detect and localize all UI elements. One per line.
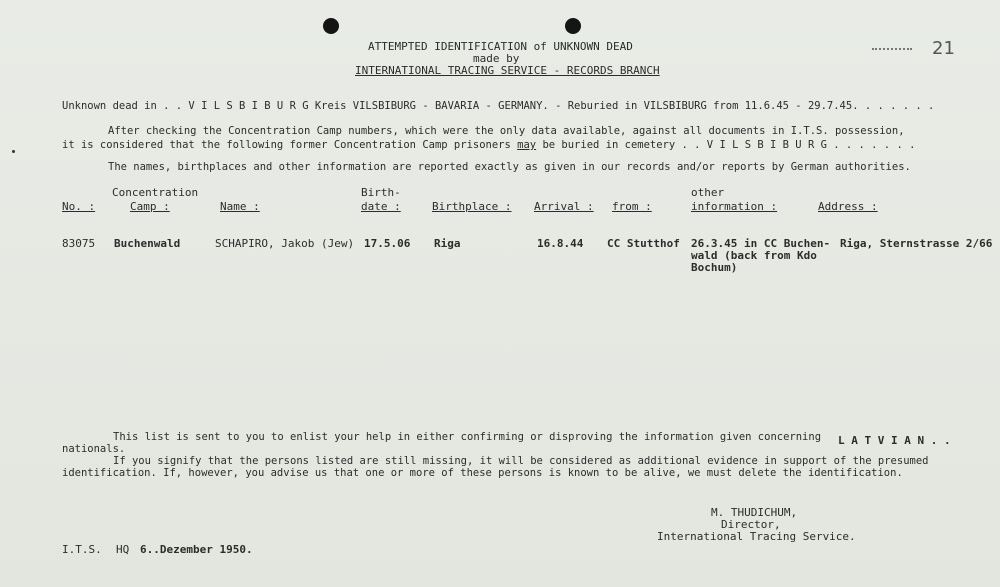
cell-arrival: 16.8.44 xyxy=(537,237,584,250)
col-header-arrival: Arrival : xyxy=(534,200,594,213)
cell-other-line1: 26.3.45 in CC Buchen- xyxy=(691,237,831,250)
cell-camp: Buchenwald xyxy=(114,237,181,250)
closing-line3: If you signify that the persons listed are still missing, it will be considered as additional evidence in support of the presumed xyxy=(113,455,929,467)
footer-hq: HQ xyxy=(116,543,130,556)
punch-hole-right xyxy=(565,18,581,34)
signature-organization: International Tracing Service. xyxy=(657,530,856,543)
cell-address: Riga, Sternstrasse 2/66 xyxy=(840,237,993,250)
cell-no: 83075 xyxy=(62,237,96,250)
signature-title: Director, xyxy=(721,518,781,531)
col-header-other: information : xyxy=(691,200,778,213)
header-made-by: made by xyxy=(473,52,520,65)
intro-may: may xyxy=(517,139,537,151)
page-number: 21 xyxy=(932,38,955,59)
col-header-from: from : xyxy=(612,200,652,213)
header-organization: INTERNATIONAL TRACING SERVICE - RECORDS BRANCH xyxy=(355,64,660,77)
closing-line4: identification. If, however, you advise us that one or more of these persons is known to be alive, we must delete the identification. xyxy=(62,467,903,479)
cell-from: CC Stutthof xyxy=(607,237,680,250)
footer-its: I.T.S. xyxy=(62,543,102,556)
footer-date: 6..Dezember 1950. xyxy=(140,543,253,556)
col-header-name: Name : xyxy=(220,200,260,213)
pencil-mark xyxy=(872,48,912,52)
col-header-birthdate: date : xyxy=(361,200,401,213)
col-header-camp: Camp : xyxy=(130,200,170,213)
header-title: ATTEMPTED IDENTIFICATION of UNKNOWN DEAD xyxy=(368,40,633,53)
header-birth-top: Birth- xyxy=(361,186,401,199)
cell-birthplace: Riga xyxy=(434,237,461,250)
margin-dot xyxy=(12,150,15,153)
cell-birthdate: 17.5.06 xyxy=(364,237,411,250)
signature-name: M. THUDICHUM, xyxy=(711,506,798,519)
header-camp-top: Concentration xyxy=(112,186,199,199)
cell-other-line3: Bochum) xyxy=(691,261,738,274)
intro-paragraph-line1: After checking the Concentration Camp numbers, which were the only data available, against all documents in I.T.S. possession, xyxy=(108,125,905,137)
col-header-birthplace: Birthplace : xyxy=(432,200,512,213)
punch-hole-left xyxy=(323,18,339,34)
closing-nationality: L A T V I A N . . xyxy=(838,434,951,447)
closing-nationals: nationals. xyxy=(62,443,126,455)
header-other-top: other xyxy=(691,186,725,199)
intro-line2-a: it is considered that the following former Concentration Camp prisoners xyxy=(62,139,518,151)
intro-paragraph-2: The names, birthplaces and other information are reported exactly as given in our records and/or reports by German authorities. xyxy=(108,161,911,173)
closing-line1: This list is sent to you to enlist your help in either confirming or disproving the information given concerning xyxy=(113,431,822,443)
cell-name: SCHAPIRO, Jakob (Jew) xyxy=(215,237,355,250)
cell-other-line2: wald (back from Kdo xyxy=(691,249,817,262)
intro-paragraph-line2 xyxy=(62,139,915,152)
intro-line2-b: be buried in cemetery . . V I L S B I B U R G . . . . . . . xyxy=(536,139,916,151)
col-header-address: Address : xyxy=(818,200,878,213)
col-header-no: No. : xyxy=(62,200,96,213)
unknown-dead-line: Unknown dead in . . V I L S B I B U R G Kreis VILSBIBURG - BAVARIA - GERMANY. - Reburied in VILSBIBURG from 11.6.45 - 29.7.45. . . . . . . xyxy=(62,100,935,112)
